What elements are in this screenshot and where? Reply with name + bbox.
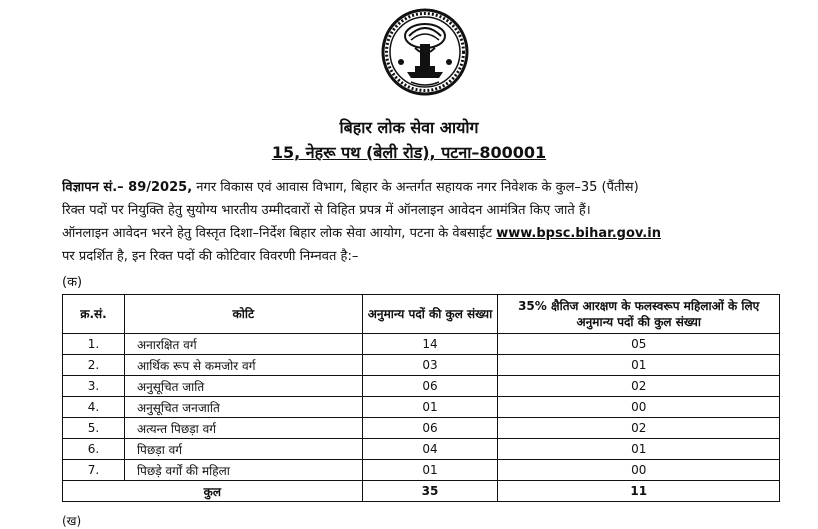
col-header-posts: अनुमान्य पदों की कुल संख्या: [362, 295, 498, 334]
adv-number: विज्ञापन सं.– 89/2025,: [62, 180, 193, 195]
row-sn: 5.: [63, 418, 125, 439]
row-posts: 14: [362, 334, 498, 355]
total-label: कुल: [63, 481, 363, 502]
bpsc-emblem-icon: [381, 6, 469, 108]
col-header-women: 35% क्षैतिज आरक्षण के फलस्वरूप महिलाओं के लिए अनुमान्य पदों की कुल संख्या: [498, 295, 780, 334]
row-women: 02: [498, 376, 780, 397]
total-posts: 35: [362, 481, 498, 502]
row-category: आर्थिक रूप से कमजोर वर्ग: [124, 355, 362, 376]
row-posts: 01: [362, 460, 498, 481]
table-row: [63, 334, 780, 355]
notice-line-3-text: ऑनलाइन आवेदन भरने हेतु विस्तृत दिशा–निर्देश बिहार लोक सेवा आयोग, पटना के वेबसाईट: [62, 226, 493, 241]
row-posts: 01: [362, 397, 498, 418]
row-posts: 04: [362, 439, 498, 460]
vacancy-table: [62, 294, 780, 502]
row-women: 05: [498, 334, 780, 355]
row-category: अत्यन्त पिछड़ा वर्ग: [124, 418, 362, 439]
table-total-row: [63, 481, 780, 502]
row-category: पिछड़ा वर्ग: [124, 439, 362, 460]
row-women: 00: [498, 397, 780, 418]
notice-line-3: [62, 222, 804, 245]
row-category: पिछड़े वर्गों की महिला: [124, 460, 362, 481]
table-row: [63, 439, 780, 460]
row-posts: 06: [362, 418, 498, 439]
col-header-sn: क्र.सं.: [63, 295, 125, 334]
website-link[interactable]: www.bpsc.bihar.gov.in: [496, 226, 661, 241]
next-section-label: (ख): [62, 514, 82, 528]
table-row: [63, 418, 780, 439]
notice-line-4: पर प्रदर्शित है, इन रिक्त पदों की कोटिवार विवरणी निम्नवत है:–: [62, 249, 359, 264]
row-category: अनारक्षित वर्ग: [124, 334, 362, 355]
row-women: 00: [498, 460, 780, 481]
row-sn: 2.: [63, 355, 125, 376]
row-sn: 4.: [63, 397, 125, 418]
row-category: अनुसूचित जाति: [124, 376, 362, 397]
total-women: 11: [498, 481, 780, 502]
table-row: [63, 397, 780, 418]
table-header-row: [63, 295, 780, 334]
table-row: [63, 376, 780, 397]
table-row: [63, 355, 780, 376]
row-category: अनुसूचित जनजाति: [124, 397, 362, 418]
row-sn: 3.: [63, 376, 125, 397]
row-women: 01: [498, 355, 780, 376]
notice-line-1: [62, 176, 804, 199]
row-sn: 7.: [63, 460, 125, 481]
row-posts: 03: [362, 355, 498, 376]
row-women: 02: [498, 418, 780, 439]
org-title: बिहार लोक सेवा आयोग: [339, 118, 479, 137]
org-address: 15, नेहरू पथ (बेली रोड), पटना–800001: [271, 143, 547, 162]
table-row: [63, 460, 780, 481]
notice-line-2: रिक्त पदों पर नियुक्ति हेतु सुयोग्य भारतीय उम्मीदवारों से विहित प्रपत्र में ऑनलाइन आवेदन आमंत्रित किए जाते हैं।: [62, 203, 591, 218]
notice-line-1-text: नगर विकास एवं आवास विभाग, बिहार के अन्तर्गत सहायक नगर निवेशक के कुल–35 (पैंतीस): [196, 180, 639, 195]
col-header-category: कोटि: [124, 295, 362, 334]
section-label: (क): [62, 275, 83, 290]
row-women: 01: [498, 439, 780, 460]
row-sn: 6.: [63, 439, 125, 460]
row-sn: 1.: [63, 334, 125, 355]
row-posts: 06: [362, 376, 498, 397]
notice-paragraph: [62, 176, 804, 268]
